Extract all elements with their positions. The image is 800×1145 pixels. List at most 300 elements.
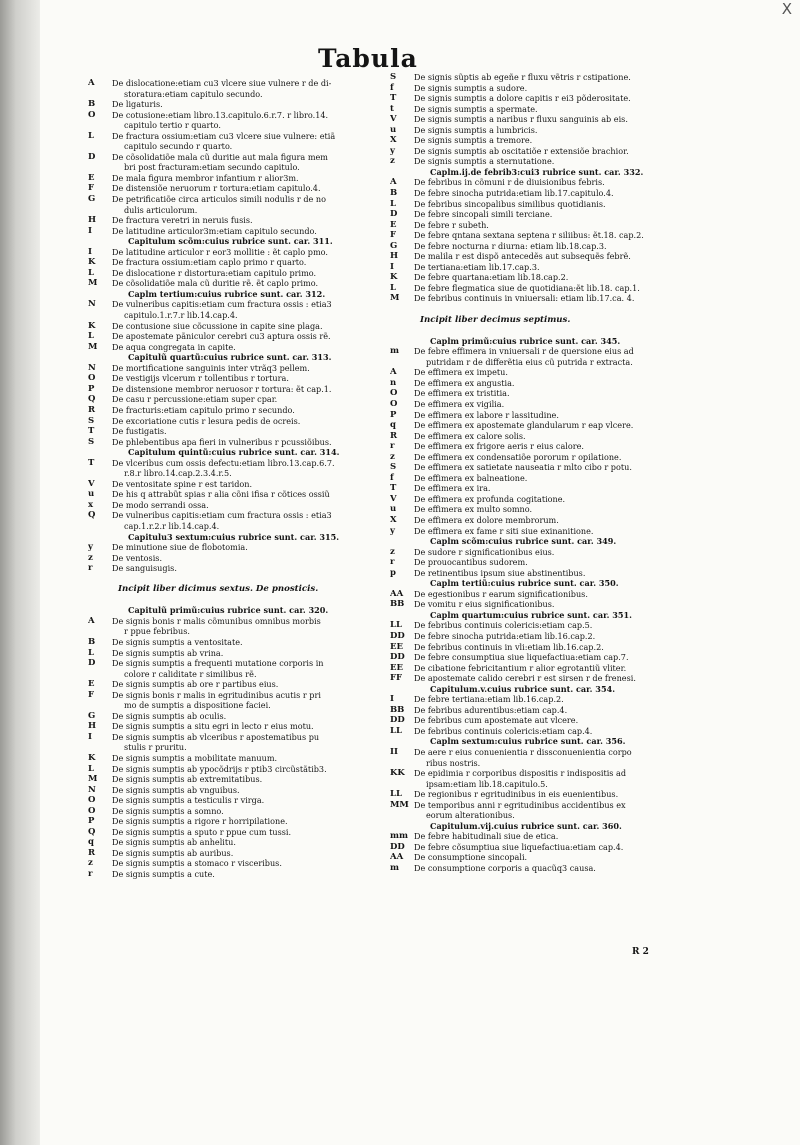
entry-text: De febre flegmatica siue de quotidiana:ẽt lib.18. cap.1.	[414, 282, 640, 293]
entry-letter: I	[390, 694, 394, 705]
entry-letter: f	[390, 82, 394, 93]
entry-letter: B	[88, 636, 96, 647]
index-entry	[390, 631, 690, 642]
index-entry	[88, 416, 380, 427]
entry-text: De effimera ex satietate nauseatia r mlto cibo r potu.	[414, 462, 632, 473]
entry-text: De cotusione:etiam libro.13.capitulo.6.r.7. r libro.14.	[112, 109, 329, 120]
index-entry	[390, 694, 690, 705]
index-entry	[390, 209, 690, 220]
entry-text: mo de sumptis a dispositione faciei.	[124, 700, 271, 711]
index-entry	[390, 104, 690, 115]
entry-text: De febre habitudinali siue de etica.	[414, 831, 559, 842]
entry-text: De consumptione sincopali.	[414, 852, 528, 863]
index-entry	[390, 262, 690, 273]
entry-text: De febre qntana sextana septena r siliibus: ẽt.18. cap.2.	[414, 230, 644, 241]
entry-letter: I	[88, 731, 92, 742]
index-entry	[390, 504, 690, 515]
entry-letter: S	[88, 415, 95, 426]
index-entry	[88, 542, 380, 553]
index-entry	[88, 78, 380, 89]
entry-text: De effimera ex tristitia.	[414, 388, 510, 399]
index-entry	[390, 431, 690, 442]
index-entry	[390, 663, 690, 674]
index-entry	[88, 774, 380, 785]
index-entry	[390, 557, 690, 568]
entry-letter: Q	[88, 510, 96, 521]
index-entry	[88, 278, 380, 289]
entry-letter: LL	[390, 789, 402, 800]
entry-letter: q	[390, 420, 396, 431]
entry-letter: KK	[390, 768, 405, 779]
entry-text: De febribus continuis in vniuersali: etiam lib.17.ca. 4.	[414, 293, 635, 304]
index-entry	[88, 426, 380, 437]
entry-letter: AA	[390, 852, 404, 863]
entry-letter: E	[390, 219, 397, 230]
entry-text: ipsam:etiam lib.18.capitulo.5.	[426, 778, 548, 789]
entry-text: De dislocatione r distortura:etiam capitulo primo.	[112, 267, 317, 278]
index-entry	[390, 620, 690, 631]
entry-text: Caplm quartum:cuius rubrice sunt. car. 351.	[430, 609, 632, 620]
entry-text: De cõsolidatiõe mala cũ duritie aut mala figura mem	[112, 151, 328, 162]
entry-letter: L	[88, 267, 94, 278]
entry-letter: t	[390, 103, 394, 114]
index-entry	[88, 806, 380, 817]
index-entry	[88, 99, 380, 110]
index-entry	[88, 299, 380, 310]
entry-text: De modo serrandi ossa.	[112, 499, 209, 510]
index-entry	[390, 652, 690, 663]
entry-text: De vulneribus capitis:etiam cum fractura ossis : etia3	[112, 299, 332, 310]
index-entry	[390, 125, 690, 136]
index-entry	[390, 800, 690, 811]
signature-mark: R 2	[632, 947, 649, 957]
page-title: Tabula	[318, 44, 418, 73]
entry-letter: F	[390, 230, 397, 241]
entry-text: De effimera ex fame r siti siue exinanitione.	[414, 525, 594, 536]
entry-text: De febre quartana:etiam lib.18.cap.2.	[414, 272, 569, 283]
index-entry	[88, 384, 380, 395]
chapter-heading-line	[390, 684, 690, 695]
page-gutter-shadow	[0, 0, 40, 1145]
index-entry	[390, 188, 690, 199]
entry-letter: A	[88, 615, 95, 626]
entry-letter: x	[88, 499, 94, 510]
index-entry	[390, 705, 690, 716]
index-entry	[88, 753, 380, 764]
entry-letter: L	[88, 763, 94, 774]
entry-letter: L	[88, 331, 94, 342]
index-entry	[88, 268, 380, 279]
entry-letter: B	[88, 99, 96, 110]
entry-text: De signis sumptis a naribus r fluxu sanguinis ab eis.	[414, 114, 628, 125]
index-entry	[390, 220, 690, 231]
continuation-line	[88, 468, 380, 479]
entry-text: De signis sumptis a lumbricis.	[414, 124, 538, 135]
entry-text: De apostemate calido cerebri r est sirsen r de frenesi.	[414, 673, 636, 684]
index-entry	[390, 241, 690, 252]
entry-text: Capitulũ quartũ:cuius rubrice sunt. car. 313.	[128, 352, 332, 363]
entry-text: De signis sumptis ab ypocõdrijs r ptib3 circũstãtib3.	[112, 763, 327, 774]
index-entry	[88, 394, 380, 405]
index-entry	[390, 272, 690, 283]
entry-letter: P	[88, 816, 95, 827]
continuation-line	[88, 141, 380, 152]
entry-text: Capitulum scõm:cuius rubrice sunt. car. 311.	[128, 236, 333, 247]
index-entry	[88, 795, 380, 806]
entry-letter: MM	[390, 799, 409, 810]
continuation-line	[88, 742, 380, 753]
entry-letter: D	[390, 209, 398, 220]
index-entry	[390, 410, 690, 421]
entry-text: De vlceribus cum ossis defectu:etiam libro.13.cap.6.7.	[112, 457, 335, 468]
entry-letter: A	[390, 177, 397, 188]
entry-letter: LL	[390, 725, 402, 736]
entry-text: De febribus continuis colericis:etiam cap.4.	[414, 725, 593, 736]
index-entry	[390, 852, 690, 863]
continuation-line	[390, 357, 690, 368]
entry-text: De signis sumptis ab vrina.	[112, 647, 224, 658]
entry-letter: O	[390, 388, 398, 399]
entry-letter: F	[88, 689, 95, 700]
entry-text: De signis sumptis ab vlceribus r apostematibus pu	[112, 731, 320, 742]
entry-letter: H	[88, 215, 97, 226]
entry-letter: Q	[88, 394, 96, 405]
index-entry	[390, 399, 690, 410]
index-entry	[88, 616, 380, 627]
entry-text: De febre sincopali simili terciane.	[414, 209, 553, 220]
index-entry	[390, 441, 690, 452]
entry-text: De effimera ex calore solis.	[414, 430, 526, 441]
entry-text: Incipit liber dicimus sextus. De pnosticis.	[118, 584, 319, 595]
entry-text: De vestigijs vlcerum r tollentibus r tortura.	[112, 373, 289, 384]
entry-letter: f	[390, 472, 394, 483]
entry-text: r ppue febribus.	[124, 626, 190, 637]
entry-letter: DD	[390, 652, 405, 663]
entry-text: De latitudine articulor r eor3 mollitie : ẽt caplo pmo.	[112, 246, 328, 257]
entry-text: cap.1.r.2.r lib.14.cap.4.	[124, 520, 220, 531]
index-entry	[88, 183, 380, 194]
entry-text: capitulo.1.r.7.r lib.14.cap.4.	[124, 310, 238, 321]
continuation-line	[390, 758, 690, 769]
entry-letter: V	[390, 114, 397, 125]
index-entry	[88, 247, 380, 258]
entry-letter: R	[88, 847, 96, 858]
index-entry	[88, 363, 380, 374]
entry-letter: G	[390, 240, 398, 251]
entry-letter: Q	[88, 826, 96, 837]
index-entry	[390, 568, 690, 579]
entry-letter: z	[88, 858, 93, 869]
entry-text: De signis sũptis ab egeñe r fluxu vẽtris r cstipatione.	[414, 72, 631, 82]
index-entry	[390, 673, 690, 684]
entry-text: De dislocatione:etiam cu3 vlcere siue vulnere r de di-	[112, 78, 332, 88]
entry-text: De signis sumptis a stomaco r visceribus.	[112, 858, 282, 869]
entry-text: De consumptione corporis a quacũq3 causa.	[414, 863, 596, 874]
index-entry	[390, 452, 690, 463]
index-entry	[390, 726, 690, 737]
entry-letter: z	[390, 156, 395, 167]
entry-text: De febre nocturna r diurna: etiam lib.18.cap.3.	[414, 240, 607, 251]
index-entry	[88, 690, 380, 701]
entry-letter: M	[88, 341, 98, 352]
blank-line	[88, 574, 380, 585]
entry-text: De effimera ex balneatione.	[414, 472, 528, 483]
entry-letter: y	[88, 542, 93, 553]
entry-letter: E	[88, 172, 95, 183]
entry-text: Capitulum quintũ:cuius rubrice sunt. car. 314.	[128, 447, 340, 458]
index-entry	[390, 251, 690, 262]
index-entry	[390, 842, 690, 853]
entry-text: De effimera ex ira.	[414, 483, 491, 494]
index-entry	[390, 747, 690, 758]
entry-letter: O	[390, 398, 398, 409]
entry-text: Caplm sextum:cuius rubrice sunt. car. 356.	[430, 736, 626, 747]
entry-text: De temporibus anni r egritudinibus accidentibus ex	[414, 799, 626, 810]
entry-letter: S	[390, 462, 397, 473]
index-entry	[88, 173, 380, 184]
entry-text: De signis sumptis a frequenti mutatione corporis in	[112, 658, 324, 669]
index-entry	[390, 789, 690, 800]
blank-line	[390, 304, 690, 315]
entry-text: Caplm scõm:cuius rubrice sunt. car. 349.	[430, 536, 617, 547]
entry-text: De sanguisugis.	[112, 563, 177, 574]
continuation-line	[88, 310, 380, 321]
entry-text: Capitulũ primũ:cuius rubrice sunt. car. 320.	[128, 605, 329, 616]
index-entry	[390, 293, 690, 304]
continuation-line	[88, 120, 380, 131]
entry-letter: T	[390, 93, 397, 104]
continuation-line	[88, 669, 380, 680]
entry-text: De signis sumptis a dolore capitis r ei3 põderositate.	[414, 93, 631, 104]
entry-text: De prouocantibus sudorem.	[414, 557, 528, 568]
entry-letter: u	[88, 489, 95, 500]
entry-letter: z	[390, 451, 395, 462]
entry-text: De vomitu r eius significationibus.	[414, 599, 555, 610]
entry-text: De signis bonis r malis in egritudinibus acutis r pri	[112, 689, 321, 700]
book-heading-line	[88, 584, 380, 595]
entry-letter: A	[88, 78, 95, 88]
continuation-line	[88, 205, 380, 216]
entry-text: De febre sinocha putrida:etiam lib.16.cap.2.	[414, 630, 596, 641]
chapter-heading-line	[390, 736, 690, 747]
entry-text: De aere r eius conuenientia r dissconuenientia corpo	[414, 747, 632, 757]
entry-text: De febribus continuis colericis:etiam cap.5.	[414, 620, 593, 631]
entry-letter: DD	[390, 841, 405, 852]
entry-text: De malila r est dispõ antecedẽs aut subsequẽs febrẽ.	[414, 251, 631, 262]
entry-letter: G	[88, 194, 96, 205]
index-entry	[390, 283, 690, 294]
index-entry	[390, 473, 690, 484]
entry-letter: n	[390, 377, 397, 388]
entry-text: De signis bonis r malis cõmunibus omnibus morbis	[112, 615, 321, 626]
entry-text: De egestionibus r earum significationibus.	[414, 588, 588, 599]
entry-text: De effimera ex condensatiõe pororum r opilatione.	[414, 451, 622, 462]
index-entry	[88, 226, 380, 237]
chapter-heading-line	[88, 236, 380, 247]
index-entry	[390, 483, 690, 494]
entry-letter: M	[390, 293, 400, 304]
chapter-heading-line	[390, 167, 690, 178]
entry-text: De sudore r significationibus eius.	[414, 546, 555, 557]
index-entry	[390, 156, 690, 167]
entry-text: De regionibus r egritudinibus in eis euenientibus.	[414, 789, 619, 800]
entry-letter: L	[390, 198, 396, 209]
entry-text: De signis sumptis a ventositate.	[112, 636, 243, 647]
entry-letter: y	[390, 525, 395, 536]
continuation-line	[88, 700, 380, 711]
entry-text: De febribus in cõmuni r de diuisionibus febris.	[414, 177, 605, 188]
continuation-line	[390, 810, 690, 821]
index-entry	[390, 72, 690, 83]
index-entry	[390, 462, 690, 473]
index-entry	[390, 863, 690, 874]
left-column	[88, 78, 380, 880]
entry-text: Caplm primũ:cuius rubrice sunt. car. 345.	[430, 335, 621, 346]
entry-text: De effimera ex vigilia.	[414, 398, 505, 409]
entry-text: De latitudine articulor3m:etiam capitulo secundo.	[112, 225, 317, 236]
entry-text: De effimera ex labore r lassitudine.	[414, 409, 559, 420]
index-entry	[88, 637, 380, 648]
entry-letter: L	[88, 130, 94, 141]
index-entry	[390, 494, 690, 505]
index-entry	[390, 177, 690, 188]
entry-text: De casu r percussione:etiam super cpar.	[112, 394, 278, 405]
entry-letter: II	[390, 747, 398, 757]
index-entry	[88, 648, 380, 659]
entry-text: De signis sumptis ab extremitatibus.	[112, 774, 263, 785]
entry-letter: R	[390, 430, 398, 441]
index-entry	[390, 589, 690, 600]
entry-text: De minutione siue de flobotomia.	[112, 542, 248, 553]
entry-text: De signis sumptis a tremore.	[414, 135, 533, 146]
chapter-heading-line	[88, 605, 380, 616]
chapter-heading-line	[390, 336, 690, 347]
entry-text: De febre sinocha putrida:etiam lib.17.capitulo.4.	[414, 188, 614, 199]
entry-letter: D	[88, 658, 96, 669]
index-entry	[88, 131, 380, 142]
entry-text: De fractura veretri in neruis fusis.	[112, 215, 253, 226]
entry-text: De febre r subeth.	[414, 219, 489, 230]
entry-text: Capitulum.v.cuius rubrice sunt. car. 354.	[430, 683, 616, 694]
continuation-line	[390, 779, 690, 790]
entry-text: De cõsolidatiõe mala cũ duritie rẽ. ẽt caplo primo.	[112, 278, 319, 289]
entry-letter: y	[390, 145, 395, 156]
index-entry	[390, 768, 690, 779]
entry-letter: m	[390, 346, 399, 357]
entry-text: De febre tertiana:etiam lib.16.cap.2.	[414, 694, 564, 705]
entry-text: De aqua congregata in capite.	[112, 341, 236, 352]
entry-letter: S	[88, 436, 95, 447]
index-entry	[88, 764, 380, 775]
entry-text: De signis sumptis a spermate.	[414, 103, 538, 114]
entry-text: capitulo tertio r quarto.	[124, 120, 221, 131]
entry-letter: V	[88, 478, 95, 489]
entry-text: De signis sumptis ab ore r partibus eius.	[112, 679, 279, 690]
index-entry	[88, 215, 380, 226]
entry-text: De apostemate pãniculor cerebri cu3 aptura ossis rẽ.	[112, 331, 331, 342]
index-entry	[390, 526, 690, 537]
entry-letter: M	[88, 278, 98, 289]
entry-letter: N	[88, 784, 96, 795]
entry-letter: DD	[390, 715, 405, 726]
entry-text: De signis sumptis a sputo r ppue cum tussi.	[112, 826, 292, 837]
index-entry	[88, 405, 380, 416]
entry-letter: O	[88, 805, 96, 816]
entry-letter: I	[88, 246, 92, 257]
entry-text: De ventosis.	[112, 552, 163, 563]
entry-letter: N	[88, 362, 96, 373]
entry-text: bri post fracturam:etiam secundo capitulo.	[124, 162, 300, 173]
entry-text: De effimera ex profunda cogitatione.	[414, 493, 566, 504]
continuation-line	[88, 89, 380, 100]
index-entry	[88, 553, 380, 564]
entry-text: stulis r pruritu.	[124, 742, 187, 753]
entry-letter: BB	[390, 704, 405, 715]
entry-text: De febribus adurentibus:etiam cap.4.	[414, 704, 568, 715]
entry-text: capitulo secundo r quarto.	[124, 141, 233, 152]
entry-letter: H	[88, 721, 97, 732]
entry-text: De distensione membror neruosor r tortura: ẽt cap.1.	[112, 383, 332, 394]
entry-letter: u	[390, 124, 397, 135]
entry-letter: P	[88, 383, 95, 394]
entry-letter: M	[88, 774, 98, 785]
entry-text: De signis sumptis ab oculis.	[112, 710, 227, 721]
index-entry	[390, 642, 690, 653]
index-entry	[88, 373, 380, 384]
entry-letter: AA	[390, 588, 404, 599]
index-entry	[88, 563, 380, 574]
entry-text: De epidimia r corporibus dispositis r indispositis ad	[414, 768, 627, 779]
continuation-line	[88, 162, 380, 173]
entry-letter: P	[390, 409, 397, 420]
entry-text: De signis sumptis ab oscitatiõe r extensiõe brachior.	[414, 145, 629, 156]
entry-text: eorum alterationibus.	[426, 810, 515, 821]
blank-line	[390, 325, 690, 336]
blank-line	[88, 595, 380, 606]
index-entry	[390, 715, 690, 726]
index-entry	[88, 721, 380, 732]
index-entry	[88, 785, 380, 796]
index-entry	[390, 146, 690, 157]
entry-text: De febre cõsumptiua siue liquefactiua:etiam cap.4.	[414, 841, 624, 852]
entry-text: De signis sumptis ab auribus.	[112, 847, 234, 858]
entry-text: ribus nostris.	[426, 757, 481, 768]
index-entry	[390, 378, 690, 389]
index-entry	[88, 110, 380, 121]
index-entry	[390, 515, 690, 526]
entry-letter: LL	[390, 620, 402, 631]
entry-text: De vulneribus capitis:etiam cum fractura ossis : etia3	[112, 510, 332, 521]
index-entry	[88, 848, 380, 859]
entry-letter: r	[390, 441, 395, 452]
entry-text: storatura:etiam capitulo secundo.	[124, 88, 263, 99]
index-entry	[390, 831, 690, 842]
index-entry	[88, 869, 380, 880]
book-heading-line	[390, 315, 690, 326]
index-entry	[88, 257, 380, 268]
entry-letter: F	[88, 183, 95, 194]
index-entry	[390, 199, 690, 210]
entry-letter: K	[88, 753, 96, 763]
index-entry	[88, 679, 380, 690]
entry-letter: DD	[390, 630, 405, 641]
entry-text: De signis sumptis a mobilitate manuum.	[112, 753, 278, 763]
entry-letter: T	[390, 483, 397, 494]
entry-text: De ligaturis.	[112, 99, 163, 110]
chapter-heading-line	[390, 578, 690, 589]
chapter-heading-line	[390, 610, 690, 621]
entry-text: De signis sumptis a somno.	[112, 805, 224, 816]
